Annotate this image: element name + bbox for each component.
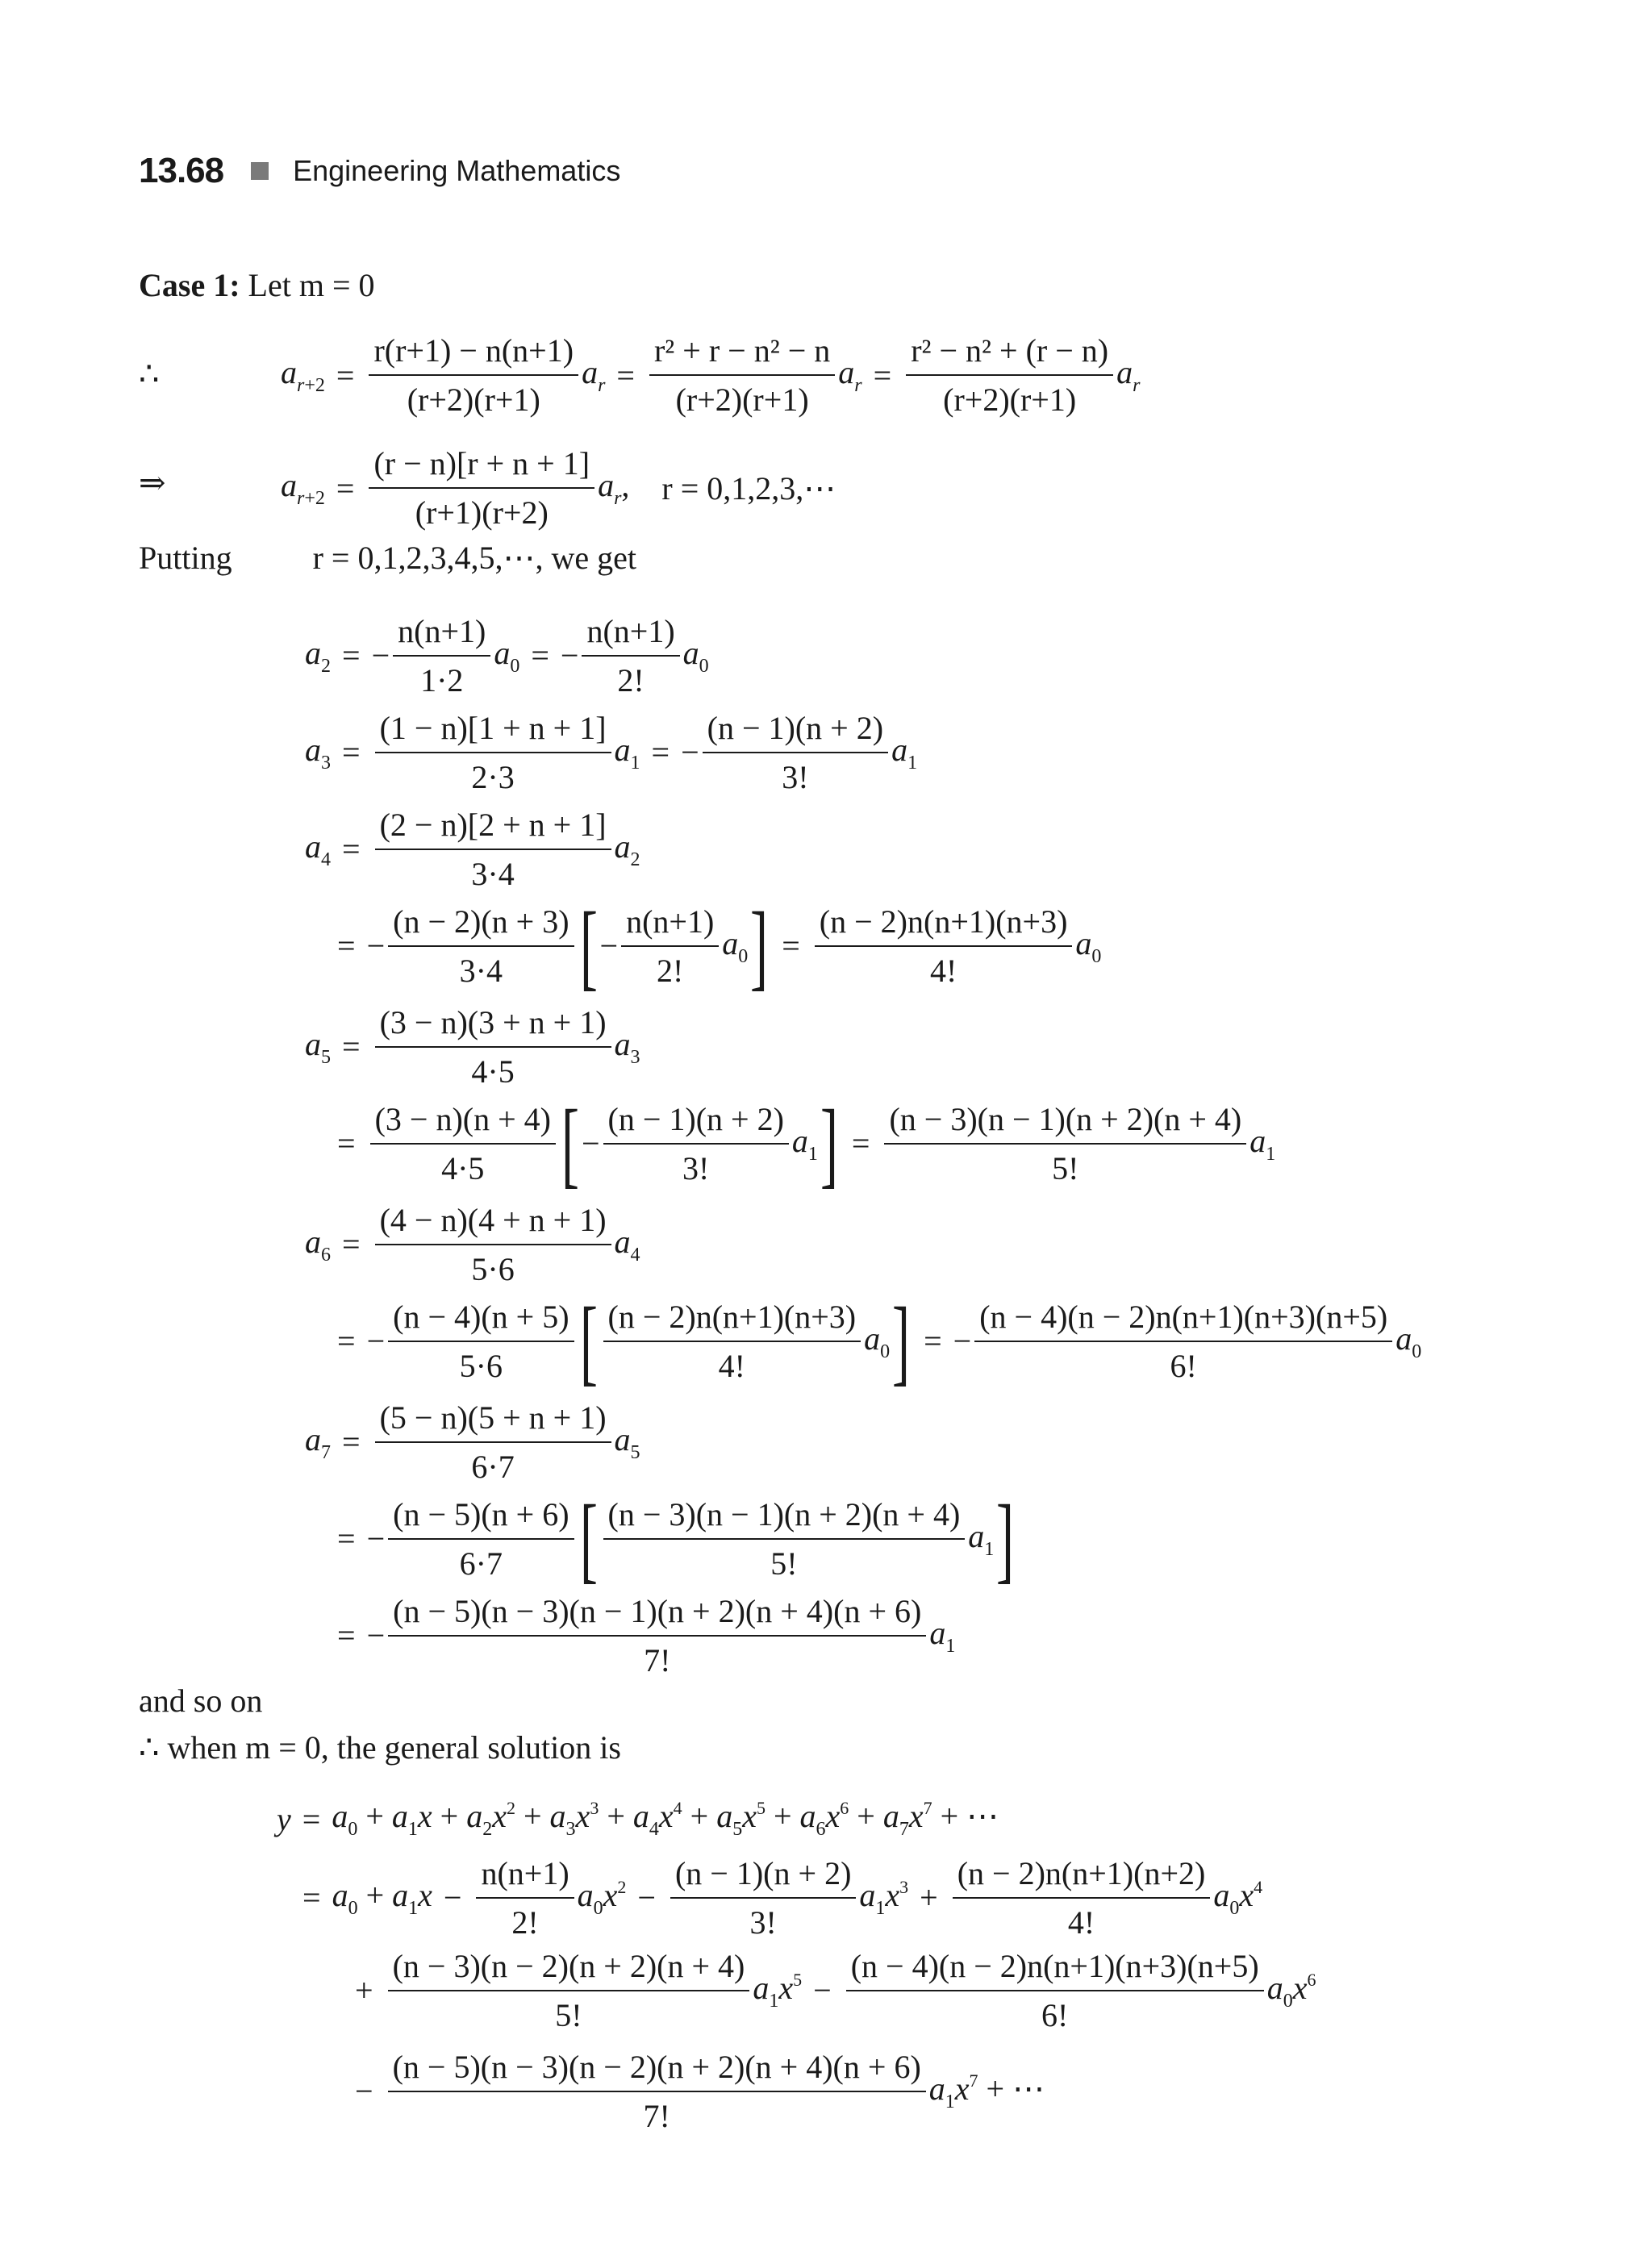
- denominator: 4·5: [441, 1149, 485, 1186]
- numerator: (1 − n)[1 + n + 1]: [375, 709, 611, 753]
- numerator: (n − 3)(n − 1)(n + 2)(n + 4): [884, 1100, 1246, 1145]
- numerator: (n − 4)(n + 5): [388, 1298, 574, 1342]
- numerator: (n − 4)(n − 2)n(n+1)(n+3)(n+5): [974, 1298, 1392, 1342]
- putting-values: r = 0,1,2,3,4,5,⋯, we get: [312, 540, 636, 576]
- fraction: [375, 1003, 611, 1090]
- fraction: [974, 1298, 1392, 1385]
- denominator: 6!: [1041, 1996, 1069, 2033]
- fraction: [388, 1495, 574, 1583]
- numerator: (n − 5)(n + 6): [388, 1495, 574, 1540]
- page-header: [139, 147, 620, 195]
- denominator: 7!: [644, 1641, 671, 1678]
- denominator: 5!: [770, 1545, 798, 1582]
- fraction: [388, 1298, 574, 1385]
- header-square-icon: [251, 162, 269, 180]
- numerator: (4 − n)(4 + n + 1): [375, 1201, 611, 1245]
- case-condition: Let m = 0: [248, 267, 375, 303]
- numerator: (3 − n)(n + 4): [370, 1100, 556, 1145]
- case-line: [139, 266, 375, 304]
- denominator: 6·7: [459, 1545, 503, 1582]
- fraction: [375, 1399, 611, 1486]
- denominator: 2!: [511, 1904, 539, 1941]
- numerator: (2 − n)[2 + n + 1]: [375, 806, 611, 850]
- denominator: (r+2)(r+1): [943, 382, 1077, 418]
- denominator: (r+1)(r+2): [415, 494, 549, 531]
- fraction: [388, 1592, 926, 1679]
- and-so-on: and so on: [139, 1683, 263, 1719]
- numerator: (n − 5)(n − 3)(n − 1)(n + 2)(n + 4)(n + 6): [388, 1592, 926, 1637]
- fraction: [393, 612, 490, 699]
- denominator: 3!: [682, 1149, 710, 1186]
- fraction: [582, 612, 679, 699]
- fraction: [369, 444, 594, 532]
- numerator: (n − 2)(n + 3): [388, 903, 574, 947]
- a5-line-2: = $\frac{(3 - n)(n + 4)}{4\cdot 5}$ [ − $\frac{(n - 1)(n + 2)}{3!}$ $a_1$ ] = $\frac{(n - 3)(n - 1)(n + 2)(n + 4)}{5!}$ $a_1$: [337, 1089, 1276, 1197]
- fraction: [884, 1100, 1246, 1187]
- numerator: (n − 5)(n − 3)(n − 2)(n + 2)(n + 4)(n + 6): [388, 2048, 926, 2092]
- numerator: r² + r − n² − n: [649, 332, 835, 376]
- a4-line-1: $a_4$ = $\frac{(2 - n)[2 + n + 1]}{3\cdot 4}$ $a_2$: [305, 806, 640, 892]
- denominator: 2!: [617, 661, 645, 698]
- fraction: [375, 709, 611, 796]
- page-number: 13.68: [139, 151, 224, 190]
- fraction: [369, 332, 578, 419]
- fraction: [953, 1854, 1211, 1941]
- numerator: (n − 1)(n + 2): [603, 1100, 789, 1145]
- denominator: 5·6: [459, 1347, 503, 1384]
- fraction: [703, 709, 888, 796]
- implies-symbol: ⇒: [139, 465, 166, 501]
- numerator: (3 − n)(3 + n + 1): [375, 1003, 611, 1048]
- fraction: [375, 806, 611, 893]
- numerator: (n − 2)n(n+1)(n+3): [603, 1298, 861, 1342]
- book-title: Engineering Mathematics: [293, 154, 621, 187]
- a7-line-3: = − $\frac{(n - 5)(n - 3)(n - 1)(n + 2)(n + 4)(n + 6)}{7!}$ $a_1$: [337, 1592, 956, 1678]
- fraction: [603, 1495, 966, 1583]
- numerator: n(n+1): [621, 903, 719, 947]
- general-solution-line-1: = $a_0 + a_1x$ − $\frac{n(n+1)}{2!}$ $a_0x^2$ − $\frac{(n - 1)(n + 2)}{3!}$ $a_1x^3$ + $\frac{(n - 2)n(n+1)(n+2)}{4!}$ $a_0x^4$: [302, 1854, 1263, 1941]
- denominator: 5·6: [471, 1250, 515, 1287]
- a2-line: $a_2$ = − $\frac{n(n+1)}{1\cdot 2}$ $a_0$ = − $\frac{n(n+1)}{2!}$ $a_0$: [305, 612, 709, 698]
- numerator: n(n+1): [582, 612, 679, 657]
- denominator: (r+2)(r+1): [675, 382, 809, 418]
- a7-line-1: $a_7$ = $\frac{(5 - n)(5 + n + 1)}{6\cdot 7}$ $a_5$: [305, 1399, 640, 1485]
- denominator: 3·4: [471, 855, 515, 892]
- fraction: [621, 903, 719, 990]
- numerator: n(n+1): [476, 1854, 574, 1899]
- fraction: [375, 1201, 611, 1288]
- numerator: (n − 3)(n − 2)(n + 2)(n + 4): [388, 1947, 750, 1991]
- series-line: y = $a_0 + a_1x + a_2x^2 + a_3x^3 + a_4x^4 + a_5x^5 + a_6x^6 + a_7x^7$ + ⋯: [277, 1798, 999, 1840]
- denominator: 3!: [782, 758, 809, 795]
- fraction: [603, 1298, 861, 1385]
- denominator: (r+2)(r+1): [407, 382, 540, 418]
- denominator: 3!: [749, 1904, 777, 1941]
- numerator: r(r+1) − n(n+1): [369, 332, 578, 376]
- fraction: [906, 332, 1113, 419]
- denominator: 5!: [1052, 1149, 1079, 1186]
- general-solution-line-2: + $\frac{(n - 3)(n - 2)(n + 2)(n + 4)}{5!}$ $a_1x^5$ − $\frac{(n - 4)(n - 2)n(n+1)(n+3)(n+5)}{6!}$ $a_0x^6$: [355, 1947, 1316, 2033]
- numerator: (n − 1)(n + 2): [670, 1854, 856, 1899]
- fraction: [603, 1100, 789, 1187]
- denominator: 5!: [555, 1996, 582, 2033]
- fraction: [370, 1100, 556, 1187]
- case-heading: Case 1:: [139, 267, 240, 303]
- denominator: 4·5: [471, 1053, 515, 1090]
- denominator: 3·4: [459, 952, 503, 989]
- range-note: r = 0,1,2,3,⋯: [661, 469, 836, 507]
- therefore-symbol: ∴: [139, 356, 160, 392]
- recurrence-line-2: $a_{r+2}$ = $\frac{(r - n)[r + n + 1]}{(r+1)(r+2)}$ $a_r$, r = 0,1,2,3,⋯: [281, 445, 836, 531]
- a4-line-2: = − $\frac{(n - 2)(n + 3)}{3\cdot 4}$ [ − $\frac{n(n+1)}{2!}$ $a_0$ ] = $\frac{(n - 2)n(n+1)(n+3)}{4!}$ $a_0$: [337, 891, 1102, 999]
- putting-line: [139, 539, 636, 577]
- numerator: (n − 1)(n + 2): [703, 709, 888, 753]
- putting-label: Putting: [139, 540, 232, 576]
- numerator: n(n+1): [393, 612, 490, 657]
- denominator: 6!: [1170, 1347, 1197, 1384]
- fraction: [649, 332, 835, 419]
- numerator: (5 − n)(5 + n + 1): [375, 1399, 611, 1443]
- a6-line-1: $a_6$ = $\frac{(4 - n)(4 + n + 1)}{5\cdot 6}$ $a_4$: [305, 1201, 640, 1287]
- and-so-on-line: [139, 1682, 262, 1720]
- a5-line-1: $a_5$ = $\frac{(3 - n)(3 + n + 1)}{4\cdot 5}$ $a_3$: [305, 1003, 640, 1090]
- numerator: (n − 2)n(n+1)(n+2): [953, 1854, 1211, 1899]
- a7-line-2: = − $\frac{(n - 5)(n + 6)}{6\cdot 7}$ [ $\frac{(n - 3)(n - 1)(n + 2)(n + 4)}{5!}$ $a_1$ ]: [337, 1484, 1015, 1592]
- denominator: 2·3: [471, 758, 515, 795]
- general-solution-intro: ∴ when m = 0, the general solution is: [139, 1729, 621, 1766]
- numerator: (n − 2)n(n+1)(n+3): [815, 903, 1073, 947]
- general-solution-line-3: − $\frac{(n - 5)(n - 3)(n - 2)(n + 2)(n + 4)(n + 6)}{7!}$ $a_1x^7$ + ⋯: [355, 2048, 1045, 2134]
- numerator: r² − n² + (r − n): [906, 332, 1113, 376]
- recurrence-line-1: $a_{r+2}$ = $\frac{r(r+1) - n(n+1)}{(r+2)(r+1)}$ $a_r$ = $\frac{\text{r² + r − n² − n}}{(r+2)(r+1)}$ $a_r$ = $\frac{\text{r² − n² + (r − n)}}{(r+2)(r+1)}$ $a_r$: [281, 332, 1141, 418]
- fraction: [846, 1947, 1264, 2034]
- fraction: [815, 903, 1073, 990]
- a6-line-2: = − $\frac{(n - 4)(n + 5)}{5\cdot 6}$ [ $\frac{(n - 2)n(n+1)(n+3)}{4!}$ $a_0$ ] = − $\frac{(n - 4)(n - 2)n(n+1)(n+3)(n+5)}{6!}$ $a_0$: [337, 1286, 1422, 1395]
- fraction: [388, 1947, 750, 2034]
- denominator: 4!: [1067, 1904, 1095, 1941]
- denominator: 2!: [657, 952, 684, 989]
- a3-line: $a_3$ = $\frac{(1 - n)[1 + n + 1]}{2\cdot 3}$ $a_1$ = − $\frac{(n - 1)(n + 2)}{3!}$ $a_1$: [305, 709, 918, 795]
- denominator: 4!: [718, 1347, 745, 1384]
- numerator: (r − n)[r + n + 1]: [369, 444, 594, 489]
- denominator: 6·7: [471, 1448, 515, 1485]
- fraction: [670, 1854, 856, 1941]
- denominator: 7!: [643, 2097, 670, 2134]
- numerator: (n − 4)(n − 2)n(n+1)(n+3)(n+5): [846, 1947, 1264, 1991]
- denominator: 4!: [929, 952, 957, 989]
- fraction: [388, 2048, 926, 2135]
- denominator: 1·2: [420, 661, 464, 698]
- general-solution-intro-line: [139, 1728, 621, 1766]
- fraction: [388, 903, 574, 990]
- fraction: [476, 1854, 574, 1941]
- numerator: (n − 3)(n − 1)(n + 2)(n + 4): [603, 1495, 966, 1540]
